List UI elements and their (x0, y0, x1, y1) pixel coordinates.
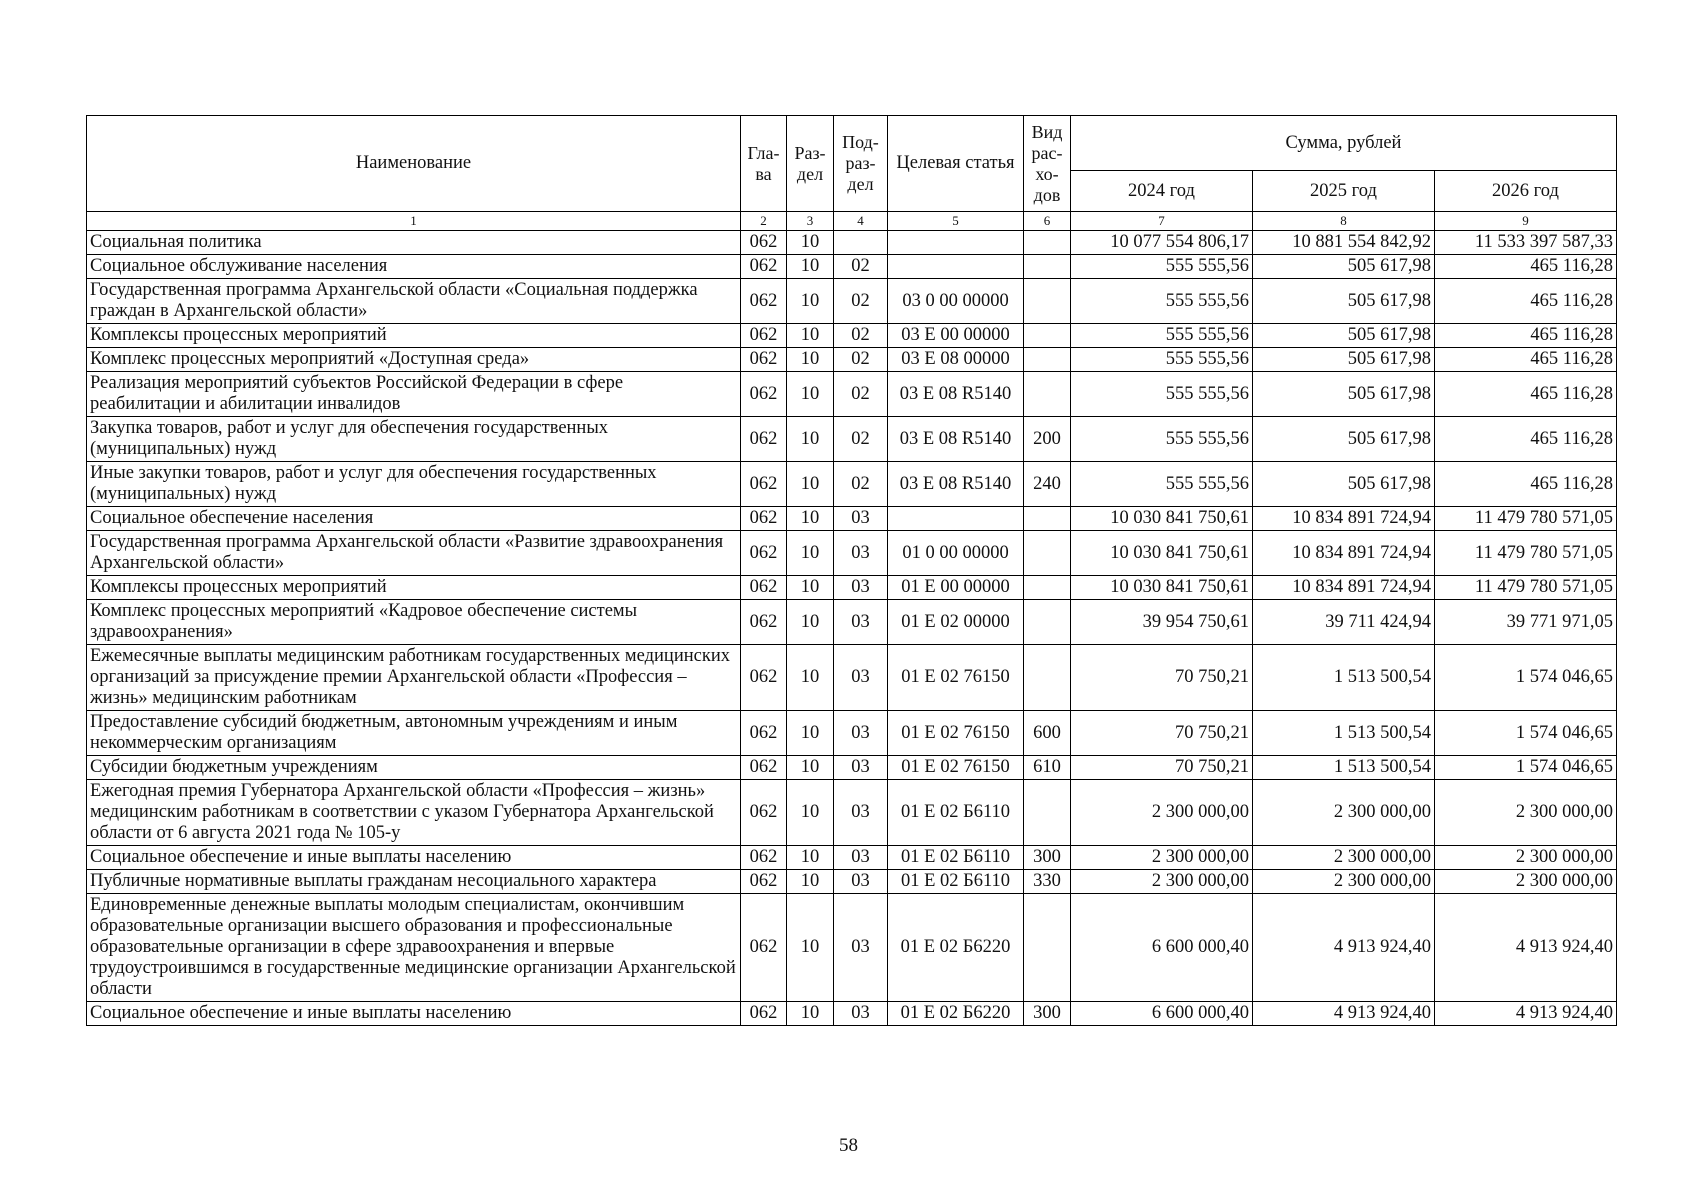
cell-sum-2024: 2 300 000,00 (1071, 846, 1253, 870)
cell-expense-type: 300 (1024, 1002, 1071, 1026)
cell-name: Социальное обеспечение и иные выплаты населению (87, 1002, 741, 1026)
cell-sum-2024: 555 555,56 (1071, 462, 1253, 507)
cell-chapter: 062 (741, 894, 787, 1002)
cell-name: Субсидии бюджетным учреждениям (87, 756, 741, 780)
cell-chapter: 062 (741, 417, 787, 462)
cell-subsection: 02 (834, 417, 888, 462)
table-row (87, 417, 1617, 462)
header-section: Раз-дел (787, 116, 834, 212)
cell-sum-2024: 555 555,56 (1071, 279, 1253, 324)
cell-subsection: 03 (834, 711, 888, 756)
cell-target-item: 01 Е 00 00000 (888, 576, 1024, 600)
table-row (87, 372, 1617, 417)
cell-sum-2024: 2 300 000,00 (1071, 780, 1253, 846)
cell-section: 10 (787, 231, 834, 255)
cell-sum-2026: 1 574 046,65 (1435, 645, 1617, 711)
cell-expense-type (1024, 780, 1071, 846)
cell-expense-type (1024, 348, 1071, 372)
cell-sum-2026: 465 116,28 (1435, 372, 1617, 417)
cell-name: Социальное обеспечение населения (87, 507, 741, 531)
cell-sum-2025: 10 834 891 724,94 (1253, 576, 1435, 600)
cell-target-item: 03 Е 08 R5140 (888, 417, 1024, 462)
header-row-main (87, 116, 1617, 171)
cell-sum-2026: 465 116,28 (1435, 255, 1617, 279)
cell-name: Комплекс процессных мероприятий «Доступная среда» (87, 348, 741, 372)
cell-section: 10 (787, 324, 834, 348)
cell-subsection: 03 (834, 600, 888, 645)
cell-chapter: 062 (741, 756, 787, 780)
cell-name: Государственная программа Архангельской области «Социальная поддержка граждан в Архангельской области» (87, 279, 741, 324)
cell-chapter: 062 (741, 279, 787, 324)
cell-name: Комплексы процессных мероприятий (87, 576, 741, 600)
table-row (87, 711, 1617, 756)
header-chapter: Гла-ва (741, 116, 787, 212)
cell-sum-2024: 70 750,21 (1071, 711, 1253, 756)
cell-sum-2026: 11 479 780 571,05 (1435, 576, 1617, 600)
cell-subsection: 03 (834, 507, 888, 531)
cell-sum-2024: 6 600 000,40 (1071, 1002, 1253, 1026)
cell-target-item: 01 Е 02 76150 (888, 645, 1024, 711)
table-row (87, 780, 1617, 846)
cell-target-item: 03 Е 00 00000 (888, 324, 1024, 348)
table-row (87, 348, 1617, 372)
cell-target-item (888, 507, 1024, 531)
cell-name: Социальное обеспечение и иные выплаты населению (87, 846, 741, 870)
cell-subsection: 03 (834, 780, 888, 846)
cell-sum-2025: 505 617,98 (1253, 279, 1435, 324)
cell-expense-type: 600 (1024, 711, 1071, 756)
cell-chapter: 062 (741, 870, 787, 894)
table-row (87, 531, 1617, 576)
cell-sum-2026: 2 300 000,00 (1435, 846, 1617, 870)
column-number: 7 (1071, 212, 1253, 231)
table-row (87, 645, 1617, 711)
table-row (87, 231, 1617, 255)
cell-name: Социальная политика (87, 231, 741, 255)
cell-expense-type: 240 (1024, 462, 1071, 507)
table-body (87, 231, 1617, 1026)
cell-sum-2024: 10 030 841 750,61 (1071, 531, 1253, 576)
cell-name: Реализация мероприятий субъектов Российской Федерации в сфере реабилитации и абилитации инвалидов (87, 372, 741, 417)
cell-name: Предоставление субсидий бюджетным, автономным учреждениям и иным некоммерческим организациям (87, 711, 741, 756)
cell-chapter: 062 (741, 1002, 787, 1026)
cell-sum-2026: 11 479 780 571,05 (1435, 531, 1617, 576)
cell-sum-2025: 505 617,98 (1253, 372, 1435, 417)
header-row-numbers (87, 212, 1617, 231)
cell-sum-2025: 505 617,98 (1253, 348, 1435, 372)
cell-sum-2024: 10 030 841 750,61 (1071, 507, 1253, 531)
table-row (87, 600, 1617, 645)
cell-sum-2025: 10 834 891 724,94 (1253, 507, 1435, 531)
cell-subsection: 02 (834, 279, 888, 324)
cell-sum-2026: 4 913 924,40 (1435, 894, 1617, 1002)
cell-chapter: 062 (741, 324, 787, 348)
cell-sum-2025: 39 711 424,94 (1253, 600, 1435, 645)
cell-chapter: 062 (741, 711, 787, 756)
cell-section: 10 (787, 255, 834, 279)
cell-sum-2026: 1 574 046,65 (1435, 711, 1617, 756)
cell-sum-2025: 4 913 924,40 (1253, 894, 1435, 1002)
cell-sum-2024: 555 555,56 (1071, 417, 1253, 462)
cell-section: 10 (787, 846, 834, 870)
cell-sum-2024: 70 750,21 (1071, 756, 1253, 780)
cell-name: Публичные нормативные выплаты гражданам несоциального характера (87, 870, 741, 894)
cell-section: 10 (787, 279, 834, 324)
cell-name: Комплекс процессных мероприятий «Кадровое обеспечение системы здравоохранения» (87, 600, 741, 645)
cell-sum-2025: 1 513 500,54 (1253, 645, 1435, 711)
table-header (87, 116, 1617, 231)
cell-sum-2025: 10 834 891 724,94 (1253, 531, 1435, 576)
cell-name: Иные закупки товаров, работ и услуг для обеспечения государственных (муниципальных) нужд (87, 462, 741, 507)
table-row (87, 279, 1617, 324)
cell-sum-2024: 555 555,56 (1071, 255, 1253, 279)
cell-expense-type (1024, 255, 1071, 279)
cell-subsection (834, 231, 888, 255)
cell-section: 10 (787, 462, 834, 507)
cell-sum-2025: 2 300 000,00 (1253, 870, 1435, 894)
table-row (87, 870, 1617, 894)
column-number: 3 (787, 212, 834, 231)
cell-expense-type: 200 (1024, 417, 1071, 462)
column-number: 6 (1024, 212, 1071, 231)
cell-target-item: 03 0 00 00000 (888, 279, 1024, 324)
cell-sum-2026: 2 300 000,00 (1435, 870, 1617, 894)
header-name: Наименование (87, 116, 741, 212)
cell-sum-2025: 505 617,98 (1253, 324, 1435, 348)
cell-sum-2025: 2 300 000,00 (1253, 780, 1435, 846)
cell-name: Ежегодная премия Губернатора Архангельской области «Профессия – жизнь» медицинским работникам в соответствии с указом Губернатора Архангельской области от 6 августа 2021 года № 105-у (87, 780, 741, 846)
cell-sum-2024: 70 750,21 (1071, 645, 1253, 711)
header-sum-group: Сумма, рублей (1071, 116, 1617, 171)
cell-chapter: 062 (741, 576, 787, 600)
cell-section: 10 (787, 600, 834, 645)
cell-expense-type (1024, 600, 1071, 645)
cell-name: Социальное обслуживание населения (87, 255, 741, 279)
cell-sum-2025: 1 513 500,54 (1253, 756, 1435, 780)
cell-subsection: 03 (834, 531, 888, 576)
cell-chapter: 062 (741, 645, 787, 711)
cell-section: 10 (787, 756, 834, 780)
table-row (87, 324, 1617, 348)
cell-expense-type (1024, 645, 1071, 711)
cell-sum-2026: 2 300 000,00 (1435, 780, 1617, 846)
cell-chapter: 062 (741, 507, 787, 531)
cell-sum-2026: 465 116,28 (1435, 462, 1617, 507)
table-row (87, 576, 1617, 600)
cell-sum-2025: 1 513 500,54 (1253, 711, 1435, 756)
cell-target-item: 01 Е 02 Б6110 (888, 780, 1024, 846)
cell-chapter: 062 (741, 372, 787, 417)
cell-section: 10 (787, 645, 834, 711)
cell-target-item: 03 Е 08 00000 (888, 348, 1024, 372)
column-number: 9 (1435, 212, 1617, 231)
cell-name: Единовременные денежные выплаты молодым специалистам, окончившим образовательные организации высшего образования и профессиональные образовательные организации в сфере здравоохранения и впервые трудоустроившимся в государственные медицинские организации Архангельской области (87, 894, 741, 1002)
cell-name: Ежемесячные выплаты медицинским работникам государственных медицинских организаций за присуждение премии Архангельской области «Профессия – жизнь» медицинским работникам (87, 645, 741, 711)
cell-subsection: 03 (834, 756, 888, 780)
cell-chapter: 062 (741, 531, 787, 576)
cell-section: 10 (787, 348, 834, 372)
cell-sum-2025: 2 300 000,00 (1253, 846, 1435, 870)
cell-target-item: 01 Е 02 Б6220 (888, 894, 1024, 1002)
cell-section: 10 (787, 870, 834, 894)
cell-sum-2026: 39 771 971,05 (1435, 600, 1617, 645)
cell-name: Государственная программа Архангельской области «Развитие здравоохранения Архангельской области» (87, 531, 741, 576)
cell-subsection: 02 (834, 324, 888, 348)
cell-sum-2025: 10 881 554 842,92 (1253, 231, 1435, 255)
column-number: 2 (741, 212, 787, 231)
cell-section: 10 (787, 1002, 834, 1026)
cell-section: 10 (787, 576, 834, 600)
cell-expense-type: 610 (1024, 756, 1071, 780)
header-subsection: Под-раз-дел (834, 116, 888, 212)
cell-subsection: 02 (834, 372, 888, 417)
cell-name: Закупка товаров, работ и услуг для обеспечения государственных (муниципальных) нужд (87, 417, 741, 462)
cell-target-item: 01 Е 02 Б6110 (888, 870, 1024, 894)
budget-table (86, 115, 1617, 1026)
table-row (87, 255, 1617, 279)
cell-chapter: 062 (741, 348, 787, 372)
cell-sum-2026: 11 533 397 587,33 (1435, 231, 1617, 255)
cell-section: 10 (787, 507, 834, 531)
table-row (87, 846, 1617, 870)
table-row (87, 894, 1617, 1002)
cell-expense-type (1024, 324, 1071, 348)
cell-subsection: 02 (834, 348, 888, 372)
cell-sum-2025: 505 617,98 (1253, 462, 1435, 507)
cell-target-item (888, 231, 1024, 255)
cell-sum-2025: 505 617,98 (1253, 417, 1435, 462)
cell-sum-2024: 555 555,56 (1071, 348, 1253, 372)
cell-subsection: 03 (834, 870, 888, 894)
cell-subsection: 03 (834, 1002, 888, 1026)
table-row (87, 462, 1617, 507)
column-number: 4 (834, 212, 888, 231)
cell-sum-2026: 4 913 924,40 (1435, 1002, 1617, 1026)
cell-subsection: 03 (834, 846, 888, 870)
cell-subsection: 02 (834, 462, 888, 507)
cell-section: 10 (787, 372, 834, 417)
cell-chapter: 062 (741, 462, 787, 507)
column-number: 8 (1253, 212, 1435, 231)
cell-target-item: 01 Е 02 76150 (888, 711, 1024, 756)
cell-sum-2024: 2 300 000,00 (1071, 870, 1253, 894)
cell-sum-2026: 465 116,28 (1435, 417, 1617, 462)
cell-expense-type: 330 (1024, 870, 1071, 894)
cell-expense-type (1024, 507, 1071, 531)
cell-sum-2024: 6 600 000,40 (1071, 894, 1253, 1002)
header-year-2026: 2026 год (1435, 171, 1617, 212)
cell-expense-type (1024, 372, 1071, 417)
cell-target-item: 01 Е 02 00000 (888, 600, 1024, 645)
cell-target-item: 03 Е 08 R5140 (888, 462, 1024, 507)
cell-chapter: 062 (741, 780, 787, 846)
cell-section: 10 (787, 894, 834, 1002)
table-row (87, 756, 1617, 780)
cell-section: 10 (787, 780, 834, 846)
cell-name: Комплексы процессных мероприятий (87, 324, 741, 348)
cell-section: 10 (787, 711, 834, 756)
cell-subsection: 03 (834, 576, 888, 600)
cell-section: 10 (787, 417, 834, 462)
cell-sum-2026: 465 116,28 (1435, 324, 1617, 348)
header-target-item: Целевая статья (888, 116, 1024, 212)
cell-target-item: 03 Е 08 R5140 (888, 372, 1024, 417)
column-number: 5 (888, 212, 1024, 231)
cell-expense-type (1024, 894, 1071, 1002)
cell-expense-type (1024, 231, 1071, 255)
cell-sum-2026: 465 116,28 (1435, 279, 1617, 324)
cell-expense-type (1024, 279, 1071, 324)
cell-subsection: 02 (834, 255, 888, 279)
cell-chapter: 062 (741, 846, 787, 870)
page-number: 58 (839, 1135, 858, 1156)
cell-target-item: 01 Е 02 76150 (888, 756, 1024, 780)
cell-expense-type (1024, 531, 1071, 576)
cell-sum-2025: 505 617,98 (1253, 255, 1435, 279)
cell-subsection: 03 (834, 894, 888, 1002)
header-year-2025: 2025 год (1253, 171, 1435, 212)
cell-target-item (888, 255, 1024, 279)
cell-chapter: 062 (741, 600, 787, 645)
cell-target-item: 01 0 00 00000 (888, 531, 1024, 576)
cell-sum-2024: 10 077 554 806,17 (1071, 231, 1253, 255)
cell-target-item: 01 Е 02 Б6110 (888, 846, 1024, 870)
cell-expense-type: 300 (1024, 846, 1071, 870)
cell-sum-2026: 11 479 780 571,05 (1435, 507, 1617, 531)
cell-chapter: 062 (741, 231, 787, 255)
cell-chapter: 062 (741, 255, 787, 279)
cell-sum-2024: 39 954 750,61 (1071, 600, 1253, 645)
cell-sum-2025: 4 913 924,40 (1253, 1002, 1435, 1026)
cell-sum-2026: 1 574 046,65 (1435, 756, 1617, 780)
cell-sum-2024: 555 555,56 (1071, 324, 1253, 348)
cell-expense-type (1024, 576, 1071, 600)
table-row (87, 507, 1617, 531)
header-year-2024: 2024 год (1071, 171, 1253, 212)
cell-sum-2024: 10 030 841 750,61 (1071, 576, 1253, 600)
cell-sum-2024: 555 555,56 (1071, 372, 1253, 417)
cell-sum-2026: 465 116,28 (1435, 348, 1617, 372)
cell-target-item: 01 Е 02 Б6220 (888, 1002, 1024, 1026)
header-expense-type: Вид рас-хо-дов (1024, 116, 1071, 212)
cell-subsection: 03 (834, 645, 888, 711)
table-row (87, 1002, 1617, 1026)
column-number: 1 (87, 212, 741, 231)
cell-section: 10 (787, 531, 834, 576)
